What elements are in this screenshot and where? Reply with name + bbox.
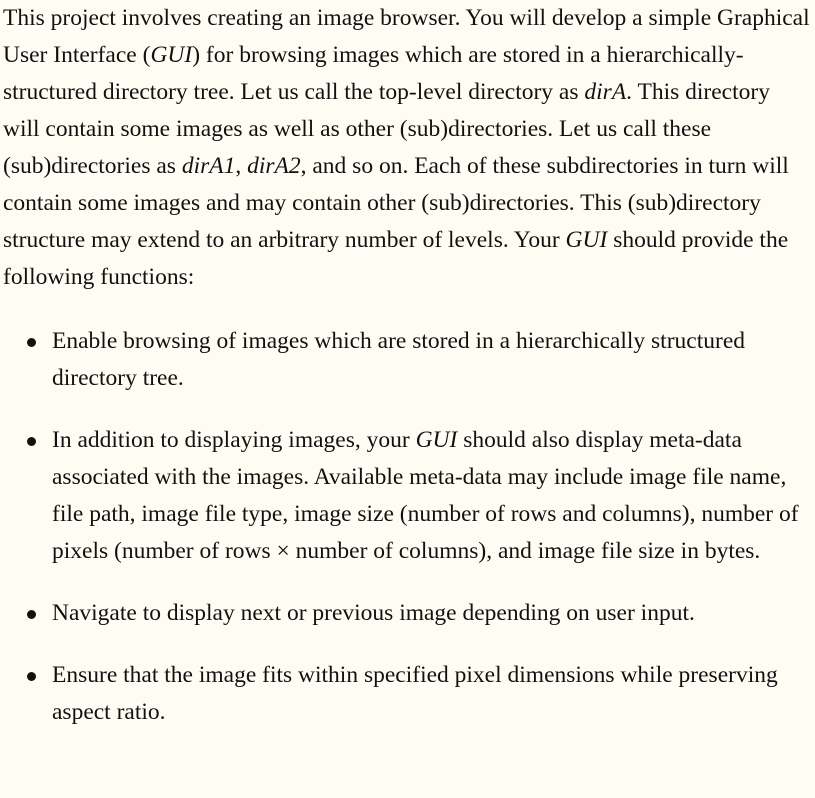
list-item	[3, 323, 812, 397]
list-item	[3, 657, 812, 731]
list-item	[3, 422, 812, 570]
list-item-text: Navigate to display next or previous image depending on user input.	[52, 600, 695, 626]
list-item-text: Enable browsing of images which are stored in a hierarchically structured directory tree.	[52, 328, 745, 391]
bullet-icon	[27, 672, 36, 681]
intro-text: , and so on. Each of these subdirectories in turn will contain some images and may contain other (sub)directories. This (sub)directory structure may extend to an arbitrary number of levels. Your	[3, 153, 789, 253]
intro-text: should provide the following functions:	[3, 227, 789, 290]
list-item-text: should also display meta-data associated with the images. Available meta-data may include image file name, file path, image file type, image size (number of rows and columns), number of pixels (number of rows × number of columns), and image file size in bytes.	[52, 427, 799, 564]
intro-text: This project involves creating an image browser. You will develop a simple Graphical User Interface (	[3, 5, 810, 68]
bullet-icon	[27, 437, 36, 446]
list-item-text: In addition to displaying images, your	[52, 427, 416, 453]
bullet-icon	[27, 338, 36, 347]
intro-text: ,	[235, 153, 248, 179]
list-item-text: Ensure that the image fits within specified pixel dimensions while preserving aspect ratio.	[52, 662, 778, 725]
intro-text: ) for browsing images which are stored in a hierarchically-structured directory tree. Let us call the top-level directory as	[3, 42, 744, 105]
dir-name: dirA1	[181, 153, 236, 179]
bullet-icon	[27, 610, 36, 619]
dir-name: dirA2	[247, 153, 301, 179]
gui-term: GUI	[150, 42, 193, 68]
dir-name: dirA	[584, 79, 627, 105]
intro-text: . This directory will contain some images as well as other (sub)directories. Let us call these (sub)directories as	[3, 79, 770, 179]
list-item	[3, 595, 812, 632]
gui-term: GUI	[565, 227, 608, 253]
gui-term: GUI	[415, 427, 458, 453]
requirements-list	[3, 323, 812, 731]
intro-paragraph	[3, 0, 811, 296]
